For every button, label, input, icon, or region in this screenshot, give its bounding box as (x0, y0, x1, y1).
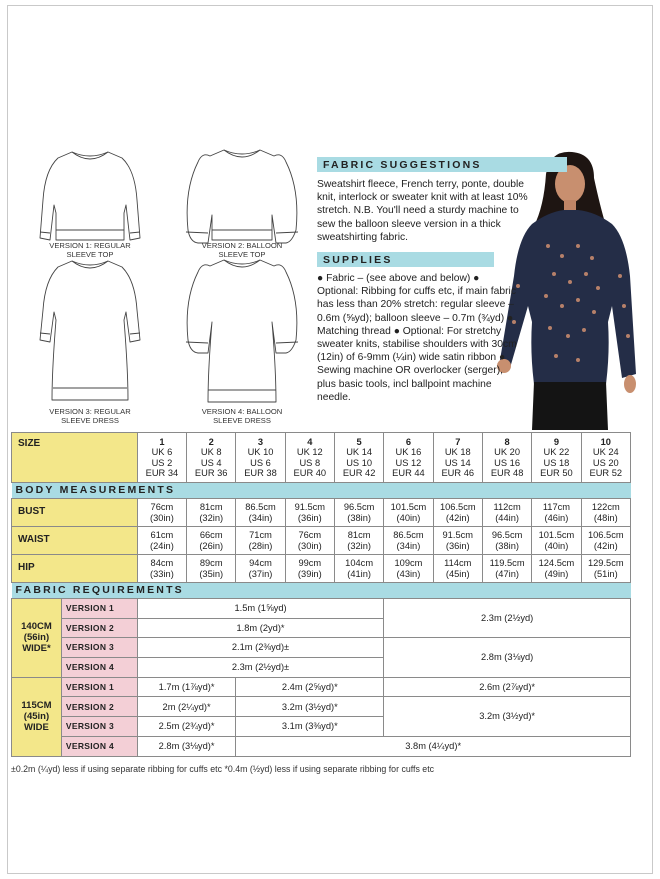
req-115-v1-row (12, 677, 631, 697)
width-115-label: 115CM (45in) WIDE (12, 677, 62, 756)
hip-cell: 109cm (43in) (384, 555, 433, 583)
footnote: ±0.2m (¼yd) less if using separate ribbing for cuffs etc *0.4m (½yd) less if using separate ribbing for cuffs etc (11, 764, 435, 774)
body-measurements-header: BODY MEASUREMENTS (12, 483, 631, 499)
req-cell: 2.1m (2⅜yd)± (137, 638, 384, 658)
hip-cell: 104cm (41in) (334, 555, 383, 583)
req-cell: 2.3m (2½yd)± (137, 658, 384, 678)
version-4-label: VERSION 4 (61, 658, 137, 678)
bust-cell: 122cm (48in) (581, 499, 630, 527)
size-chart-table (11, 432, 631, 757)
req-115-v2-row (12, 697, 631, 717)
caption-version-2: VERSION 2: BALLOON SLEEVE TOP (201, 241, 283, 259)
bust-cell: 112cm (44in) (482, 499, 531, 527)
size-cell: 9 UK 22 US 18 EUR 50 (532, 433, 581, 483)
bust-cell: 101.5cm (40in) (384, 499, 433, 527)
hip-cell: 84cm (33in) (137, 555, 186, 583)
req-cell: 1.7m (1⅞yd)* (137, 677, 236, 697)
version-2-label: VERSION 2 (61, 697, 137, 717)
bust-cell: 106.5cm (42in) (433, 499, 482, 527)
caption-version-3: VERSION 3: REGULAR SLEEVE DRESS (49, 407, 131, 425)
waist-cell: 101.5cm (40in) (532, 527, 581, 555)
sketch-version-2 (186, 150, 298, 243)
bust-cell: 86.5cm (34in) (236, 499, 285, 527)
supplies-header: SUPPLIES (317, 252, 494, 267)
req-140-v3-row (12, 638, 631, 658)
hip-cell: 124.5cm (49in) (532, 555, 581, 583)
bust-label: BUST (12, 499, 138, 527)
req-cell: 3.2m (3½yd)* (236, 697, 384, 717)
hip-cell: 129.5cm (51in) (581, 555, 630, 583)
req-cell: 2.8m (3⅛yd)* (137, 736, 236, 756)
req-140-v1-row (12, 599, 631, 619)
width-140-label: 140CM (56in) WIDE* (12, 599, 62, 678)
waist-cell: 66cm (26in) (187, 527, 236, 555)
waist-cell: 81cm (32in) (334, 527, 383, 555)
hip-cell: 94cm (37in) (236, 555, 285, 583)
bust-cell: 81cm (32in) (187, 499, 236, 527)
req-cell: 3.1m (3⅜yd)* (236, 717, 384, 737)
version-1-label: VERSION 1 (61, 677, 137, 697)
fabric-suggestions-header: FABRIC SUGGESTIONS (317, 157, 567, 172)
hip-row (12, 555, 631, 583)
waist-cell: 61cm (24in) (137, 527, 186, 555)
size-cell: 1 UK 6 US 2 EUR 34 (137, 433, 186, 483)
size-header-row (12, 433, 631, 483)
bust-cell: 91.5cm (36in) (285, 499, 334, 527)
hip-cell: 89cm (35in) (187, 555, 236, 583)
version-3-label: VERSION 3 (61, 638, 137, 658)
req-cell: 3.2m (3½yd)* (384, 697, 631, 736)
fabric-suggestions-text: Sweatshirt fleece, French terry, ponte, double knit, interlock or sweater knit with at least 10% stretch. N.B. You'll need a sturdy machine to sew the balloon sleeve version in a thick sweatshirting fabric. (317, 179, 528, 243)
bust-row (12, 499, 631, 527)
fabric-requirements-header: FABRIC REQUIREMENTS (12, 583, 631, 599)
hip-cell: 119.5cm (47in) (482, 555, 531, 583)
req-cell: 2.8m (3⅛yd) (384, 638, 631, 677)
waist-cell: 76cm (30in) (285, 527, 334, 555)
hip-cell: 99cm (39in) (285, 555, 334, 583)
req-cell: 2.5m (2¾yd)* (137, 717, 236, 737)
garment-sketches (0, 0, 330, 430)
req-115-v4-row (12, 736, 631, 756)
req-cell: 2m (2¼yd)* (137, 697, 236, 717)
version-3-label: VERSION 3 (61, 717, 137, 737)
req-cell: 2.4m (2⅝yd)* (236, 677, 384, 697)
hip-label: HIP (12, 555, 138, 583)
waist-row (12, 527, 631, 555)
size-cell: 7 UK 18 US 14 EUR 46 (433, 433, 482, 483)
size-cell: 3 UK 10 US 6 EUR 38 (236, 433, 285, 483)
size-cell: 4 UK 12 US 8 EUR 40 (285, 433, 334, 483)
req-cell: 2.6m (2⅞yd)* (384, 677, 631, 697)
caption-version-4: VERSION 4: BALLOON SLEEVE DRESS (201, 407, 283, 425)
version-4-label: VERSION 4 (61, 736, 137, 756)
supplies-text: ● Fabric – (see above and below) ● Optional: Ribbing for cuffs etc, if main fabric has less than 20% stretch: regular sleeve – 0.6m (⅝yd); balloon sleeve – 0.7m (¾yd) ● Matching thread ● Optional: For stretchy sweater knits, stabilise shoulders with 30cm (12in) of 6-9mm (¼in) wide satin ribbon ● Sewing machine OR overlocker (serger), plus basic tools, incl ballpoint machine needle. (317, 273, 517, 403)
sketch-version-4 (186, 260, 298, 402)
size-label: SIZE (12, 433, 138, 483)
bust-cell: 117cm (46in) (532, 499, 581, 527)
waist-cell: 91.5cm (36in) (433, 527, 482, 555)
waist-cell: 96.5cm (38in) (482, 527, 531, 555)
req-cell: 3.8m (4¼yd)* (236, 736, 631, 756)
waist-cell: 71cm (28in) (236, 527, 285, 555)
size-cell: 8 UK 20 US 16 EUR 48 (482, 433, 531, 483)
bust-cell: 96.5cm (38in) (334, 499, 383, 527)
version-1-label: VERSION 1 (61, 599, 137, 619)
waist-label: WAIST (12, 527, 138, 555)
req-cell: 1.5m (1⅝yd) (137, 599, 384, 619)
size-cell: 6 UK 16 US 12 EUR 44 (384, 433, 433, 483)
waist-cell: 106.5cm (42in) (581, 527, 630, 555)
bust-cell: 76cm (30in) (137, 499, 186, 527)
version-2-label: VERSION 2 (61, 618, 137, 638)
waist-cell: 86.5cm (34in) (384, 527, 433, 555)
sketch-version-3 (40, 261, 140, 400)
size-cell: 5 UK 14 US 10 EUR 42 (334, 433, 383, 483)
size-cell: 10 UK 24 US 20 EUR 52 (581, 433, 630, 483)
req-cell: 1.8m (2yd)* (137, 618, 384, 638)
caption-version-1: VERSION 1: REGULAR SLEEVE TOP (49, 241, 131, 259)
req-cell: 2.3m (2½yd) (384, 599, 631, 638)
sketch-version-1 (40, 152, 140, 240)
size-cell: 2 UK 8 US 4 EUR 36 (187, 433, 236, 483)
size-chart (11, 432, 631, 757)
hip-cell: 114cm (45in) (433, 555, 482, 583)
